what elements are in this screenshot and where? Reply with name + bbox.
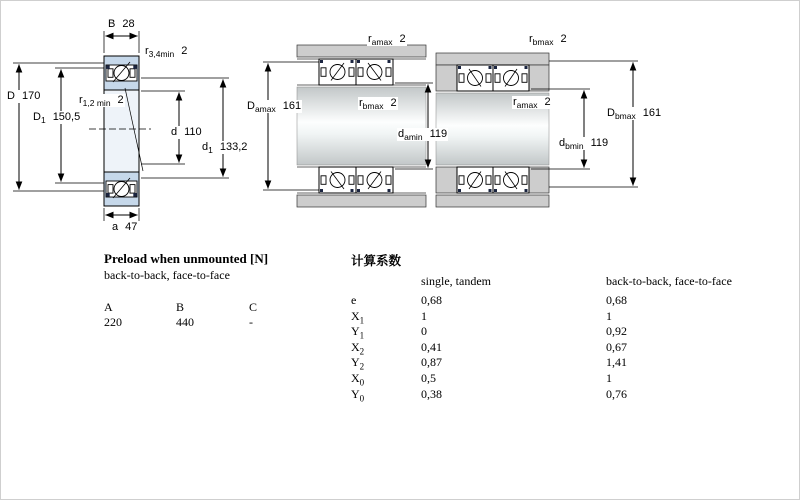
dim-label-r34min: $r_{3,4min}$ 2: [145, 45, 188, 60]
dim-label-damin: $d_{amin}$ 119: [398, 128, 448, 143]
preload-value-c: -: [249, 315, 253, 329]
calculation-factors-table: [351, 251, 791, 402]
factors-row-x2: $X_2$ 0,41 0,67: [351, 339, 627, 357]
dim-label-Dbmax: $D_{bmax}$ 161: [607, 107, 662, 122]
factors-col-paired: back-to-back, face-to-face: [606, 274, 732, 288]
dim-label-D: D 170: [7, 90, 41, 102]
dim-label-rbmax-right: $r_{bmax}$ 2: [529, 33, 567, 48]
preload-col-a: A: [104, 300, 113, 314]
factors-row-x1: $X_1$ 1 1: [351, 308, 612, 325]
factors-title: 计算系数: [351, 253, 402, 268]
dim-label-rbmax-middle: $r_{bmax}$ 2: [359, 97, 397, 112]
dim-label-ramax-middle: $r_{amax}$ 2: [368, 33, 406, 48]
preload-value-row: [104, 313, 289, 331]
factors-row-x0: $X_0$ 0,5 1: [351, 370, 612, 388]
preload-value-b: 440: [176, 315, 194, 329]
dim-label-r12min: $r_{1,2 min}$ 2: [79, 94, 124, 109]
factors-row-y2: $Y_2$ 0,87 1,41: [351, 355, 627, 372]
factors-row-y0: $Y_0$ 0,38 0,76: [351, 386, 627, 403]
back-to-back-arrangement-drawing: [263, 45, 433, 207]
factors-row-y1: $Y_1$ 0 0,92: [351, 324, 627, 341]
dim-label-d: d 110: [171, 126, 202, 138]
preload-col-c: C: [249, 300, 258, 314]
dim-label-B: B 28: [108, 18, 135, 30]
dim-label-dbmin: $d_{bmin}$ 119: [559, 137, 609, 152]
factors-header-row: [351, 274, 791, 293]
preload-table: [104, 251, 289, 331]
face-to-face-arrangement-drawing: [436, 53, 638, 207]
dim-label-D1: $D_1$ 150,5: [33, 111, 81, 126]
preload-header-row: [104, 298, 289, 313]
factors-row-e: e 0,68 0,68: [351, 293, 627, 307]
dim-label-Damax: $D_{amax}$ 161: [247, 100, 302, 115]
preload-col-b: B: [176, 300, 185, 314]
preload-title: Preload when unmounted [N]: [104, 251, 269, 266]
dim-label-d1: $d_1$ 133,2: [202, 141, 248, 156]
dim-label-ramax-right: $r_{amax}$ 2: [513, 96, 551, 111]
factors-col-single: single, tandem: [421, 274, 491, 288]
dim-label-a: a 47: [112, 221, 138, 233]
preload-subtitle: back-to-back, face-to-face: [104, 268, 230, 282]
preload-value-a: 220: [104, 315, 122, 329]
